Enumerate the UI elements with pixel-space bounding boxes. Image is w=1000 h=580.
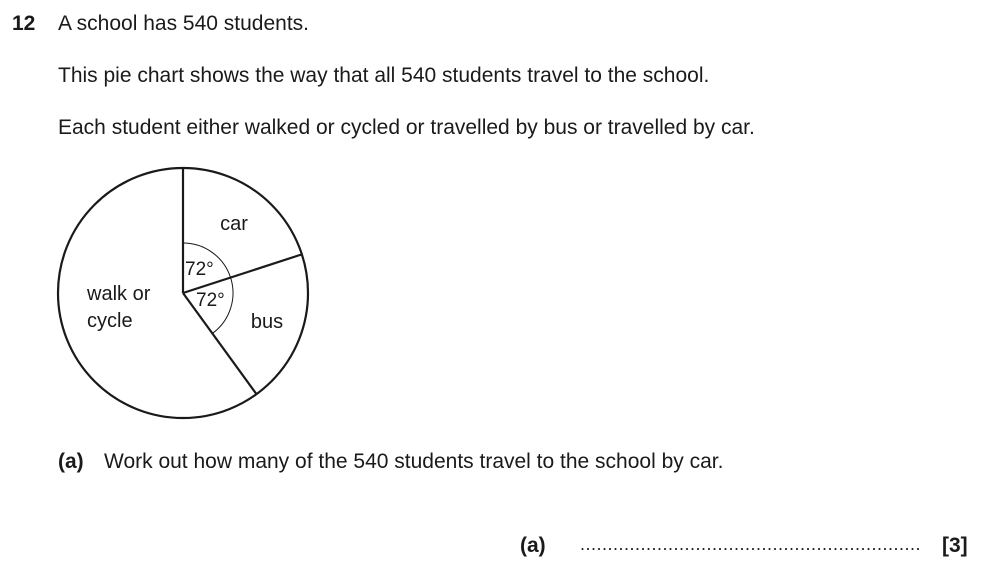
pie-chart — [50, 160, 320, 430]
angle-label-bus: 72° — [196, 290, 225, 311]
answer-label: (a) — [520, 534, 546, 557]
slice-label-bus: bus — [250, 311, 284, 333]
slice-label-walk-or-cycle-line2: cycle — [87, 310, 133, 332]
question-paragraph-2: Each student either walked or cycled or travelled by bus or travelled by car. — [58, 116, 755, 139]
part-a-question: Work out how many of the 540 students travel to the school by car. — [104, 450, 724, 473]
question-stem: A school has 540 students. — [58, 12, 310, 35]
slice-label-walk-or-cycle-line1: walk or — [87, 283, 151, 305]
answer-line[interactable]: .............................................................. — [580, 534, 922, 554]
angle-label-car: 72° — [185, 259, 214, 280]
question-number: 12 — [12, 12, 36, 35]
slice-label-car: car — [220, 213, 248, 235]
part-a-label: (a) — [58, 450, 84, 473]
marks-indicator: [3] — [942, 534, 968, 557]
question-paragraph-1: This pie chart shows the way that all 540 students travel to the school. — [58, 64, 710, 87]
